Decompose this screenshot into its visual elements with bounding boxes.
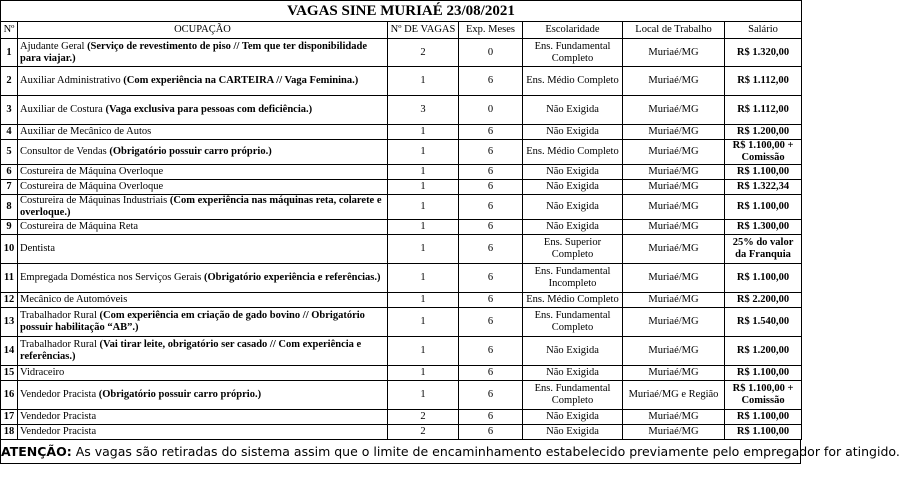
location-cell: Muriaé/MG: [623, 410, 725, 425]
education-cell: Não Exigida: [523, 410, 623, 425]
salary-cell: R$ 1.100,00: [725, 410, 802, 425]
row-number: 16: [1, 381, 18, 410]
experience-cell: 0: [459, 96, 523, 125]
occupation-name: Costureira de Máquina Reta: [20, 221, 139, 232]
vacancies-cell: 2: [388, 410, 459, 425]
education-cell: Ens. Médio Completo: [523, 293, 623, 308]
occupation-requirements: (Com experiência na CARTEIRA // Vaga Feminina.): [123, 75, 359, 86]
vacancies-cell: 2: [388, 39, 459, 67]
location-cell: Muriaé/MG: [623, 308, 725, 337]
table-row: [1, 96, 802, 125]
row-number: 4: [1, 125, 18, 140]
vacancies-cell: 2: [388, 425, 459, 440]
row-number: 9: [1, 220, 18, 235]
vacancies-cell: 1: [388, 67, 459, 96]
occupation-cell: [18, 366, 388, 381]
experience-cell: 6: [459, 410, 523, 425]
occupation-name: Ajudante Geral: [20, 40, 85, 52]
row-number: 17: [1, 410, 18, 425]
experience-cell: 6: [459, 264, 523, 293]
column-header-location: Local de Trabalho: [623, 22, 725, 39]
experience-cell: 6: [459, 165, 523, 180]
table-row: [1, 264, 802, 293]
salary-cell: R$ 1.100,00 + Comissão: [725, 381, 802, 410]
occupation-requirements: (Obrigatório experiência e referências.): [204, 272, 381, 283]
vacancies-cell: 1: [388, 165, 459, 180]
location-cell: Muriaé/MG: [623, 195, 725, 220]
location-cell: Muriaé/MG: [623, 293, 725, 308]
table-row: [1, 67, 802, 96]
table-row: [1, 293, 802, 308]
vacancies-cell: 1: [388, 125, 459, 140]
row-number: 7: [1, 180, 18, 195]
location-cell: Muriaé/MG: [623, 125, 725, 140]
footer-text: As vagas são retiradas do sistema assim que o limite de encaminhamento estabelecido previamente pelo empregador for atingido.: [75, 444, 900, 459]
location-cell: Muriaé/MG: [623, 165, 725, 180]
table-row: [1, 180, 802, 195]
table-row: [1, 308, 802, 337]
occupation-cell: [18, 180, 388, 195]
occupation-name: Costureira de Máquinas Industriais: [20, 195, 168, 206]
table-row: [1, 220, 802, 235]
column-header-occupation: OCUPAÇÃO: [18, 22, 388, 39]
salary-cell: R$ 1.112,00: [725, 96, 802, 125]
education-cell: Ens. Fundamental Completo: [523, 308, 623, 337]
occupation-name: Empregada Doméstica nos Serviços Gerais: [20, 272, 202, 283]
row-number: 3: [1, 96, 18, 125]
occupation-name: Trabalhador Rural: [20, 310, 97, 321]
occupation-name: Vendedor Pracista: [20, 389, 97, 400]
occupation-cell: [18, 67, 388, 96]
occupation-cell: [18, 39, 388, 67]
salary-cell: R$ 1.100,00: [725, 165, 802, 180]
occupation-cell: [18, 410, 388, 425]
education-cell: Ens. Fundamental Completo: [523, 39, 623, 67]
occupation-name: Auxiliar de Mecânico de Autos: [20, 126, 152, 137]
occupation-name: Costureira de Máquina Overloque: [20, 166, 164, 177]
salary-cell: R$ 1.300,00: [725, 220, 802, 235]
vacancies-cell: 1: [388, 180, 459, 195]
location-cell: Muriaé/MG: [623, 337, 725, 366]
vacancies-cell: 1: [388, 220, 459, 235]
occupation-cell: [18, 293, 388, 308]
occupation-name: Auxiliar de Costura: [20, 104, 103, 115]
row-number: 10: [1, 235, 18, 264]
salary-cell: R$ 1.322,34: [725, 180, 802, 195]
salary-cell: R$ 2.200,00: [725, 293, 802, 308]
occupation-cell: [18, 125, 388, 140]
experience-cell: 6: [459, 293, 523, 308]
occupation-cell: [18, 235, 388, 264]
vacancies-cell: 1: [388, 337, 459, 366]
salary-cell: R$ 1.100,00: [725, 425, 802, 440]
experience-cell: 6: [459, 220, 523, 235]
occupation-cell: [18, 165, 388, 180]
vacancies-cell: 1: [388, 381, 459, 410]
table-row: [1, 366, 802, 381]
education-cell: Ens. Médio Completo: [523, 140, 623, 165]
occupation-requirements: (Com experiência em criação de gado bovino // Obrigatório possuir habilitação “AB”.): [20, 310, 365, 333]
occupation-cell: [18, 220, 388, 235]
vacancies-cell: 1: [388, 140, 459, 165]
row-number: 8: [1, 195, 18, 220]
occupation-name: Vidraceiro: [20, 367, 65, 378]
location-cell: Muriaé/MG: [623, 180, 725, 195]
occupation-cell: [18, 96, 388, 125]
education-cell: Não Exigida: [523, 96, 623, 125]
occupation-name: Vendedor Pracista: [20, 411, 97, 422]
salary-cell: R$ 1.100,00: [725, 366, 802, 381]
occupation-name: Vendedor Pracista: [20, 426, 97, 437]
column-header-vacancies: Nº DE VAGAS: [388, 22, 459, 39]
occupation-cell: [18, 308, 388, 337]
education-cell: Não Exigida: [523, 220, 623, 235]
vacancies-cell: 1: [388, 308, 459, 337]
occupation-cell: [18, 425, 388, 440]
table-row: [1, 195, 802, 220]
salary-cell: R$ 1.320,00: [725, 39, 802, 67]
column-header-education: Escolaridade: [523, 22, 623, 39]
occupation-cell: [18, 195, 388, 220]
education-cell: Não Exigida: [523, 180, 623, 195]
occupation-cell: [18, 381, 388, 410]
experience-cell: 6: [459, 180, 523, 195]
occupation-requirements: (Serviço de revestimento de piso // Tem que ter disponibilidade para viajar.): [20, 40, 367, 64]
salary-cell: R$ 1.100,00: [725, 195, 802, 220]
row-number: 6: [1, 165, 18, 180]
education-cell: Ens. Superior Completo: [523, 235, 623, 264]
occupation-requirements: (Vai tirar leite, obrigatório ser casado // Com experiência e referências.): [20, 339, 362, 362]
table-row: [1, 165, 802, 180]
experience-cell: 6: [459, 125, 523, 140]
job-rows: [1, 39, 802, 440]
table-header-row: [1, 22, 802, 39]
location-cell: Muriaé/MG: [623, 96, 725, 125]
education-cell: Não Exigida: [523, 165, 623, 180]
row-number: 2: [1, 67, 18, 96]
occupation-name: Mecânico de Automóveis: [20, 294, 128, 305]
row-number: 15: [1, 366, 18, 381]
salary-cell: R$ 1.100,00 + Comissão: [725, 140, 802, 165]
experience-cell: 6: [459, 235, 523, 264]
salary-cell: 25% do valor da Franquia: [725, 235, 802, 264]
table-row: [1, 140, 802, 165]
education-cell: Ens. Médio Completo: [523, 67, 623, 96]
table-row: [1, 125, 802, 140]
occupation-cell: [18, 337, 388, 366]
table-row: [1, 425, 802, 440]
table-row: [1, 337, 802, 366]
page-title: VAGAS SINE MURIAÉ 23/08/2021: [1, 1, 802, 22]
experience-cell: 6: [459, 337, 523, 366]
column-header-num: Nº: [1, 22, 18, 39]
table-row: [1, 235, 802, 264]
row-number: 14: [1, 337, 18, 366]
footer-notice: [0, 440, 900, 464]
education-cell: Ens. Fundamental Incompleto: [523, 264, 623, 293]
table-row: [1, 410, 802, 425]
experience-cell: 6: [459, 140, 523, 165]
experience-cell: 6: [459, 425, 523, 440]
location-cell: Muriaé/MG e Região: [623, 381, 725, 410]
table-row: [1, 381, 802, 410]
row-number: 1: [1, 39, 18, 67]
column-header-experience: Exp. Meses: [459, 22, 523, 39]
occupation-name: Auxiliar Administrativo: [20, 75, 121, 86]
education-cell: Não Exigida: [523, 366, 623, 381]
occupation-name: Trabalhador Rural: [20, 339, 97, 350]
row-number: 12: [1, 293, 18, 308]
vacancies-cell: 1: [388, 293, 459, 308]
education-cell: Ens. Fundamental Completo: [523, 381, 623, 410]
location-cell: Muriaé/MG: [623, 366, 725, 381]
vacancies-cell: 1: [388, 366, 459, 381]
occupation-cell: [18, 140, 388, 165]
vacancies-cell: 3: [388, 96, 459, 125]
occupation-requirements: (Com experiência nas máquinas reta, colarete e overloque.): [20, 195, 382, 218]
row-number: 5: [1, 140, 18, 165]
row-number: 11: [1, 264, 18, 293]
location-cell: Muriaé/MG: [623, 67, 725, 96]
occupation-name: Costureira de Máquina Overloque: [20, 181, 164, 192]
row-number: 13: [1, 308, 18, 337]
education-cell: Não Exigida: [523, 195, 623, 220]
location-cell: Muriaé/MG: [623, 264, 725, 293]
vacancies-cell: 1: [388, 235, 459, 264]
education-cell: Não Exigida: [523, 337, 623, 366]
salary-cell: R$ 1.200,00: [725, 125, 802, 140]
experience-cell: 6: [459, 366, 523, 381]
location-cell: Muriaé/MG: [623, 140, 725, 165]
occupation-requirements: (Obrigatório possuir carro próprio.): [98, 389, 262, 400]
occupation-requirements: (Obrigatório possuir carro próprio.): [109, 146, 272, 157]
education-cell: Não Exigida: [523, 125, 623, 140]
location-cell: Muriaé/MG: [623, 220, 725, 235]
experience-cell: 6: [459, 308, 523, 337]
table-row: [1, 39, 802, 67]
location-cell: Muriaé/MG: [623, 425, 725, 440]
experience-cell: 6: [459, 381, 523, 410]
experience-cell: 6: [459, 195, 523, 220]
location-cell: Muriaé/MG: [623, 39, 725, 67]
vacancies-cell: 1: [388, 264, 459, 293]
occupation-cell: [18, 264, 388, 293]
footer-label: ATENÇÃO:: [1, 444, 72, 459]
salary-cell: R$ 1.112,00: [725, 67, 802, 96]
row-number: 18: [1, 425, 18, 440]
location-cell: Muriaé/MG: [623, 235, 725, 264]
experience-cell: 6: [459, 67, 523, 96]
education-cell: Não Exigida: [523, 425, 623, 440]
occupation-requirements: (Vaga exclusiva para pessoas com deficiência.): [105, 104, 313, 115]
vacancies-cell: 1: [388, 195, 459, 220]
salary-cell: R$ 1.540,00: [725, 308, 802, 337]
salary-cell: R$ 1.200,00: [725, 337, 802, 366]
experience-cell: 0: [459, 39, 523, 67]
column-header-salary: Salário: [725, 22, 802, 39]
occupation-name: Consultor de Vendas: [20, 146, 107, 157]
salary-cell: R$ 1.100,00: [725, 264, 802, 293]
occupation-name: Dentista: [20, 243, 55, 254]
